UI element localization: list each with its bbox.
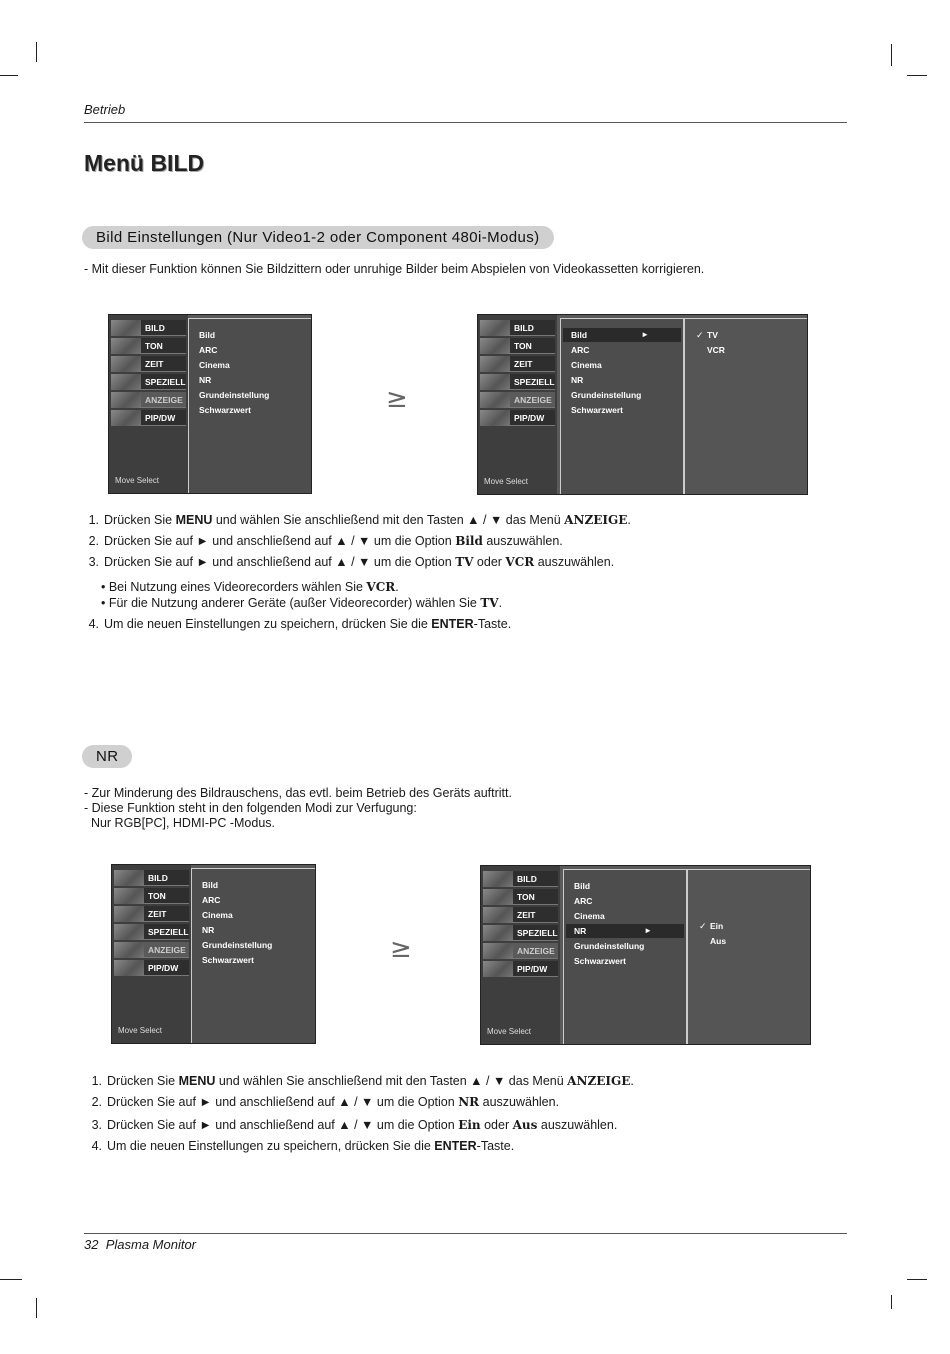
osd-sub-item: Bild: [199, 330, 216, 340]
osd-main-label: TON: [517, 892, 535, 902]
osd-sub-item: Grundeinstellung: [571, 390, 642, 400]
menu-thumb-icon: [480, 374, 510, 390]
osd-sub-item: ARC: [571, 345, 590, 355]
step-line: 3. Drücken Sie auf ► und anschließend auf ▲ / ▼ um die Option TV oder VCR auszuwählen.: [88, 555, 615, 569]
osd-main-item: [483, 889, 558, 905]
step-line: 4. Um die neuen Einstellungen zu speichern, drücken Sie die ENTER-Taste.: [88, 617, 512, 631]
osd-main-item: [114, 870, 189, 886]
right-arrow-icon: ►: [644, 926, 652, 935]
crop-mark: [891, 1295, 892, 1309]
osd-main-item: [114, 924, 189, 940]
bullet-line: • Bei Nutzung eines Videorecorders wählen Sie VCR.: [101, 580, 399, 594]
osd-main-item: [483, 907, 558, 923]
menu-thumb-icon: [111, 320, 141, 336]
menu-thumb-icon: [114, 870, 144, 886]
osd-option-item: Ein: [710, 921, 724, 931]
step-line: 4. Um die neuen Einstellungen zu speichern, drücken Sie die ENTER-Taste.: [91, 1139, 515, 1153]
menu-thumb-icon: [483, 907, 513, 923]
osd-sub-item: Cinema: [574, 911, 605, 921]
osd-menu-screenshot: [477, 314, 808, 495]
step-line: 1. Drücken Sie MENU und wählen Sie anschließend mit den Tasten ▲ / ▼ das Menü ANZEIGE.: [88, 513, 631, 527]
osd-sub-item: Schwarzwert: [574, 956, 626, 966]
osd-main-label: SPEZIELL: [517, 928, 558, 938]
section-description: - Mit dieser Funktion können Sie Bildzittern oder unruhige Bilder beim Abspielen von Videokassetten korrigieren.: [84, 262, 705, 276]
osd-sub-item: Schwarzwert: [199, 405, 251, 415]
crop-mark: [36, 42, 37, 62]
osd-main-item: [111, 374, 186, 390]
next-step-icon: ≥: [390, 934, 412, 964]
menu-thumb-icon: [483, 889, 513, 905]
osd-option-item: TV: [707, 330, 718, 340]
osd-main-label: ZEIT: [517, 910, 536, 920]
next-step-icon: ≥: [386, 384, 408, 414]
osd-main-label: TON: [514, 341, 532, 351]
osd-main-item-selected: [480, 392, 555, 408]
osd-main-item: [480, 374, 555, 390]
osd-sub-item: Bild: [571, 330, 588, 340]
osd-main-label: PIP/DW: [514, 413, 545, 423]
osd-main-label: SPEZIELL: [514, 377, 555, 387]
osd-main-label: ANZEIGE: [517, 946, 555, 956]
osd-main-item: [483, 925, 558, 941]
osd-main-item-selected: [111, 392, 186, 408]
crop-mark: [36, 1298, 37, 1318]
step-line: 3. Drücken Sie auf ► und anschließend auf ▲ / ▼ um die Option Ein oder Aus auszuwählen.: [91, 1118, 618, 1132]
section-description: - Diese Funktion steht in den folgenden Modi zur Verfugung:: [84, 801, 417, 815]
osd-sub-item: Cinema: [571, 360, 602, 370]
osd-menu-screenshot: [108, 314, 312, 494]
osd-sub-item: ARC: [202, 895, 221, 905]
osd-main-menu: [481, 866, 560, 1044]
menu-thumb-icon: [483, 871, 513, 887]
right-arrow-icon: ►: [641, 330, 649, 339]
osd-main-item: [480, 410, 555, 426]
page-footer: [84, 1237, 196, 1252]
section-description: - Zur Minderung des Bildrauschens, das evtl. beim Betrieb des Geräts auftritt.: [84, 786, 512, 800]
osd-option-item: VCR: [707, 345, 725, 355]
crop-mark: [907, 1279, 927, 1280]
osd-main-item-selected: [483, 943, 558, 959]
menu-thumb-icon: [114, 888, 144, 904]
osd-sub-item: Grundeinstellung: [199, 390, 270, 400]
osd-submenu: [188, 318, 312, 493]
osd-main-label: PIP/DW: [148, 963, 179, 973]
osd-sub-item: Grundeinstellung: [574, 941, 645, 951]
osd-main-label: PIP/DW: [517, 964, 548, 974]
osd-main-item: [480, 338, 555, 354]
check-icon: ✓: [696, 330, 704, 340]
menu-thumb-icon: [483, 925, 513, 941]
osd-main-item-selected: [114, 942, 189, 958]
menu-thumb-icon: [483, 961, 513, 977]
osd-main-label: ANZEIGE: [145, 395, 183, 405]
osd-main-label: ZEIT: [514, 359, 533, 369]
step-line: 2. Drücken Sie auf ► und anschließend auf ▲ / ▼ um die Option Bild auszuwählen.: [88, 534, 563, 548]
page-title: Menü BILD: [84, 150, 205, 176]
footer-title: Plasma Monitor: [105, 1237, 197, 1252]
crop-mark: [907, 75, 927, 76]
osd-main-label: ZEIT: [148, 909, 167, 919]
bullet-line: • Für die Nutzung anderer Geräte (außer Videorecorder) wählen Sie TV.: [101, 596, 503, 610]
running-header: Betrieb: [84, 102, 126, 117]
section-pill: Bild Einstellungen (Nur Video1-2 oder Component 480i-Modus): [82, 226, 554, 249]
osd-option-item: Aus: [710, 936, 727, 946]
osd-main-label: ANZEIGE: [514, 395, 552, 405]
footer-rule: [84, 1233, 847, 1234]
osd-submenu: [560, 318, 684, 494]
osd-submenu: [191, 868, 316, 1043]
osd-main-label: SPEZIELL: [145, 377, 186, 387]
menu-thumb-icon: [480, 356, 510, 372]
osd-sub-item: Cinema: [202, 910, 233, 920]
osd-sub-item: Bild: [202, 880, 219, 890]
menu-thumb-icon: [483, 943, 513, 959]
step-line: 1. Drücken Sie MENU und wählen Sie anschließend mit den Tasten ▲ / ▼ das Menü ANZEIGE.: [91, 1074, 634, 1088]
osd-menu-screenshot: [111, 864, 316, 1044]
crop-mark: [0, 1279, 22, 1280]
osd-main-item: [111, 338, 186, 354]
osd-option-menu: [687, 869, 811, 1044]
section-pill: NR: [82, 745, 132, 768]
menu-thumb-icon: [111, 374, 141, 390]
osd-main-label: TON: [148, 891, 166, 901]
menu-thumb-icon: [480, 392, 510, 408]
menu-thumb-icon: [111, 410, 141, 426]
osd-main-item: [114, 906, 189, 922]
osd-main-item: [483, 961, 558, 977]
osd-submenu: [563, 869, 687, 1044]
osd-main-item: [480, 320, 555, 336]
osd-main-label: BILD: [145, 323, 165, 333]
osd-main-item: [483, 871, 558, 887]
osd-main-label: SPEZIELL: [148, 927, 189, 937]
menu-thumb-icon: [111, 356, 141, 372]
osd-main-menu: [109, 315, 188, 493]
menu-thumb-icon: [114, 924, 144, 940]
osd-footer: Move Select: [115, 476, 160, 485]
osd-main-menu: [478, 315, 557, 494]
osd-main-label: BILD: [514, 323, 534, 333]
osd-sub-item: ARC: [199, 345, 218, 355]
header-rule: [84, 122, 847, 123]
crop-mark: [891, 44, 892, 66]
osd-sub-item: Bild: [574, 881, 591, 891]
osd-main-item: [480, 356, 555, 372]
osd-main-item: [114, 960, 189, 976]
menu-thumb-icon: [114, 906, 144, 922]
osd-main-label: PIP/DW: [145, 413, 176, 423]
osd-menu-screenshot: [480, 865, 811, 1045]
menu-thumb-icon: [480, 410, 510, 426]
check-icon: ✓: [699, 921, 707, 931]
osd-sub-item: Cinema: [199, 360, 230, 370]
osd-sub-item: NR: [571, 375, 584, 385]
osd-sub-item: NR: [199, 375, 212, 385]
osd-sub-item: NR: [574, 926, 587, 936]
menu-thumb-icon: [111, 392, 141, 408]
osd-main-label: BILD: [517, 874, 537, 884]
menu-thumb-icon: [111, 338, 141, 354]
osd-main-item: [114, 888, 189, 904]
osd-sub-item: ARC: [574, 896, 593, 906]
osd-main-item: [111, 320, 186, 336]
osd-main-item: [111, 410, 186, 426]
menu-thumb-icon: [480, 338, 510, 354]
crop-mark: [0, 75, 18, 76]
osd-main-label: ZEIT: [145, 359, 164, 369]
osd-footer: Move Select: [487, 1027, 532, 1036]
osd-sub-item: Schwarzwert: [571, 405, 623, 415]
step-line: 2. Drücken Sie auf ► und anschließend auf ▲ / ▼ um die Option NR auszuwählen.: [91, 1095, 560, 1109]
menu-thumb-icon: [114, 942, 144, 958]
osd-sub-item: Grundeinstellung: [202, 940, 273, 950]
osd-footer: Move Select: [118, 1026, 163, 1035]
section-description: Nur RGB[PC], HDMI-PC -Modus.: [84, 816, 275, 830]
osd-main-item: [111, 356, 186, 372]
osd-main-menu: [112, 865, 191, 1043]
osd-sub-item: Schwarzwert: [202, 955, 254, 965]
osd-main-label: TON: [145, 341, 163, 351]
menu-thumb-icon: [480, 320, 510, 336]
osd-sub-item: NR: [202, 925, 215, 935]
osd-main-label: ANZEIGE: [148, 945, 186, 955]
osd-footer: Move Select: [484, 477, 529, 486]
osd-main-label: BILD: [148, 873, 168, 883]
osd-option-menu: [684, 318, 808, 494]
menu-thumb-icon: [114, 960, 144, 976]
page-number: 32: [84, 1237, 99, 1252]
